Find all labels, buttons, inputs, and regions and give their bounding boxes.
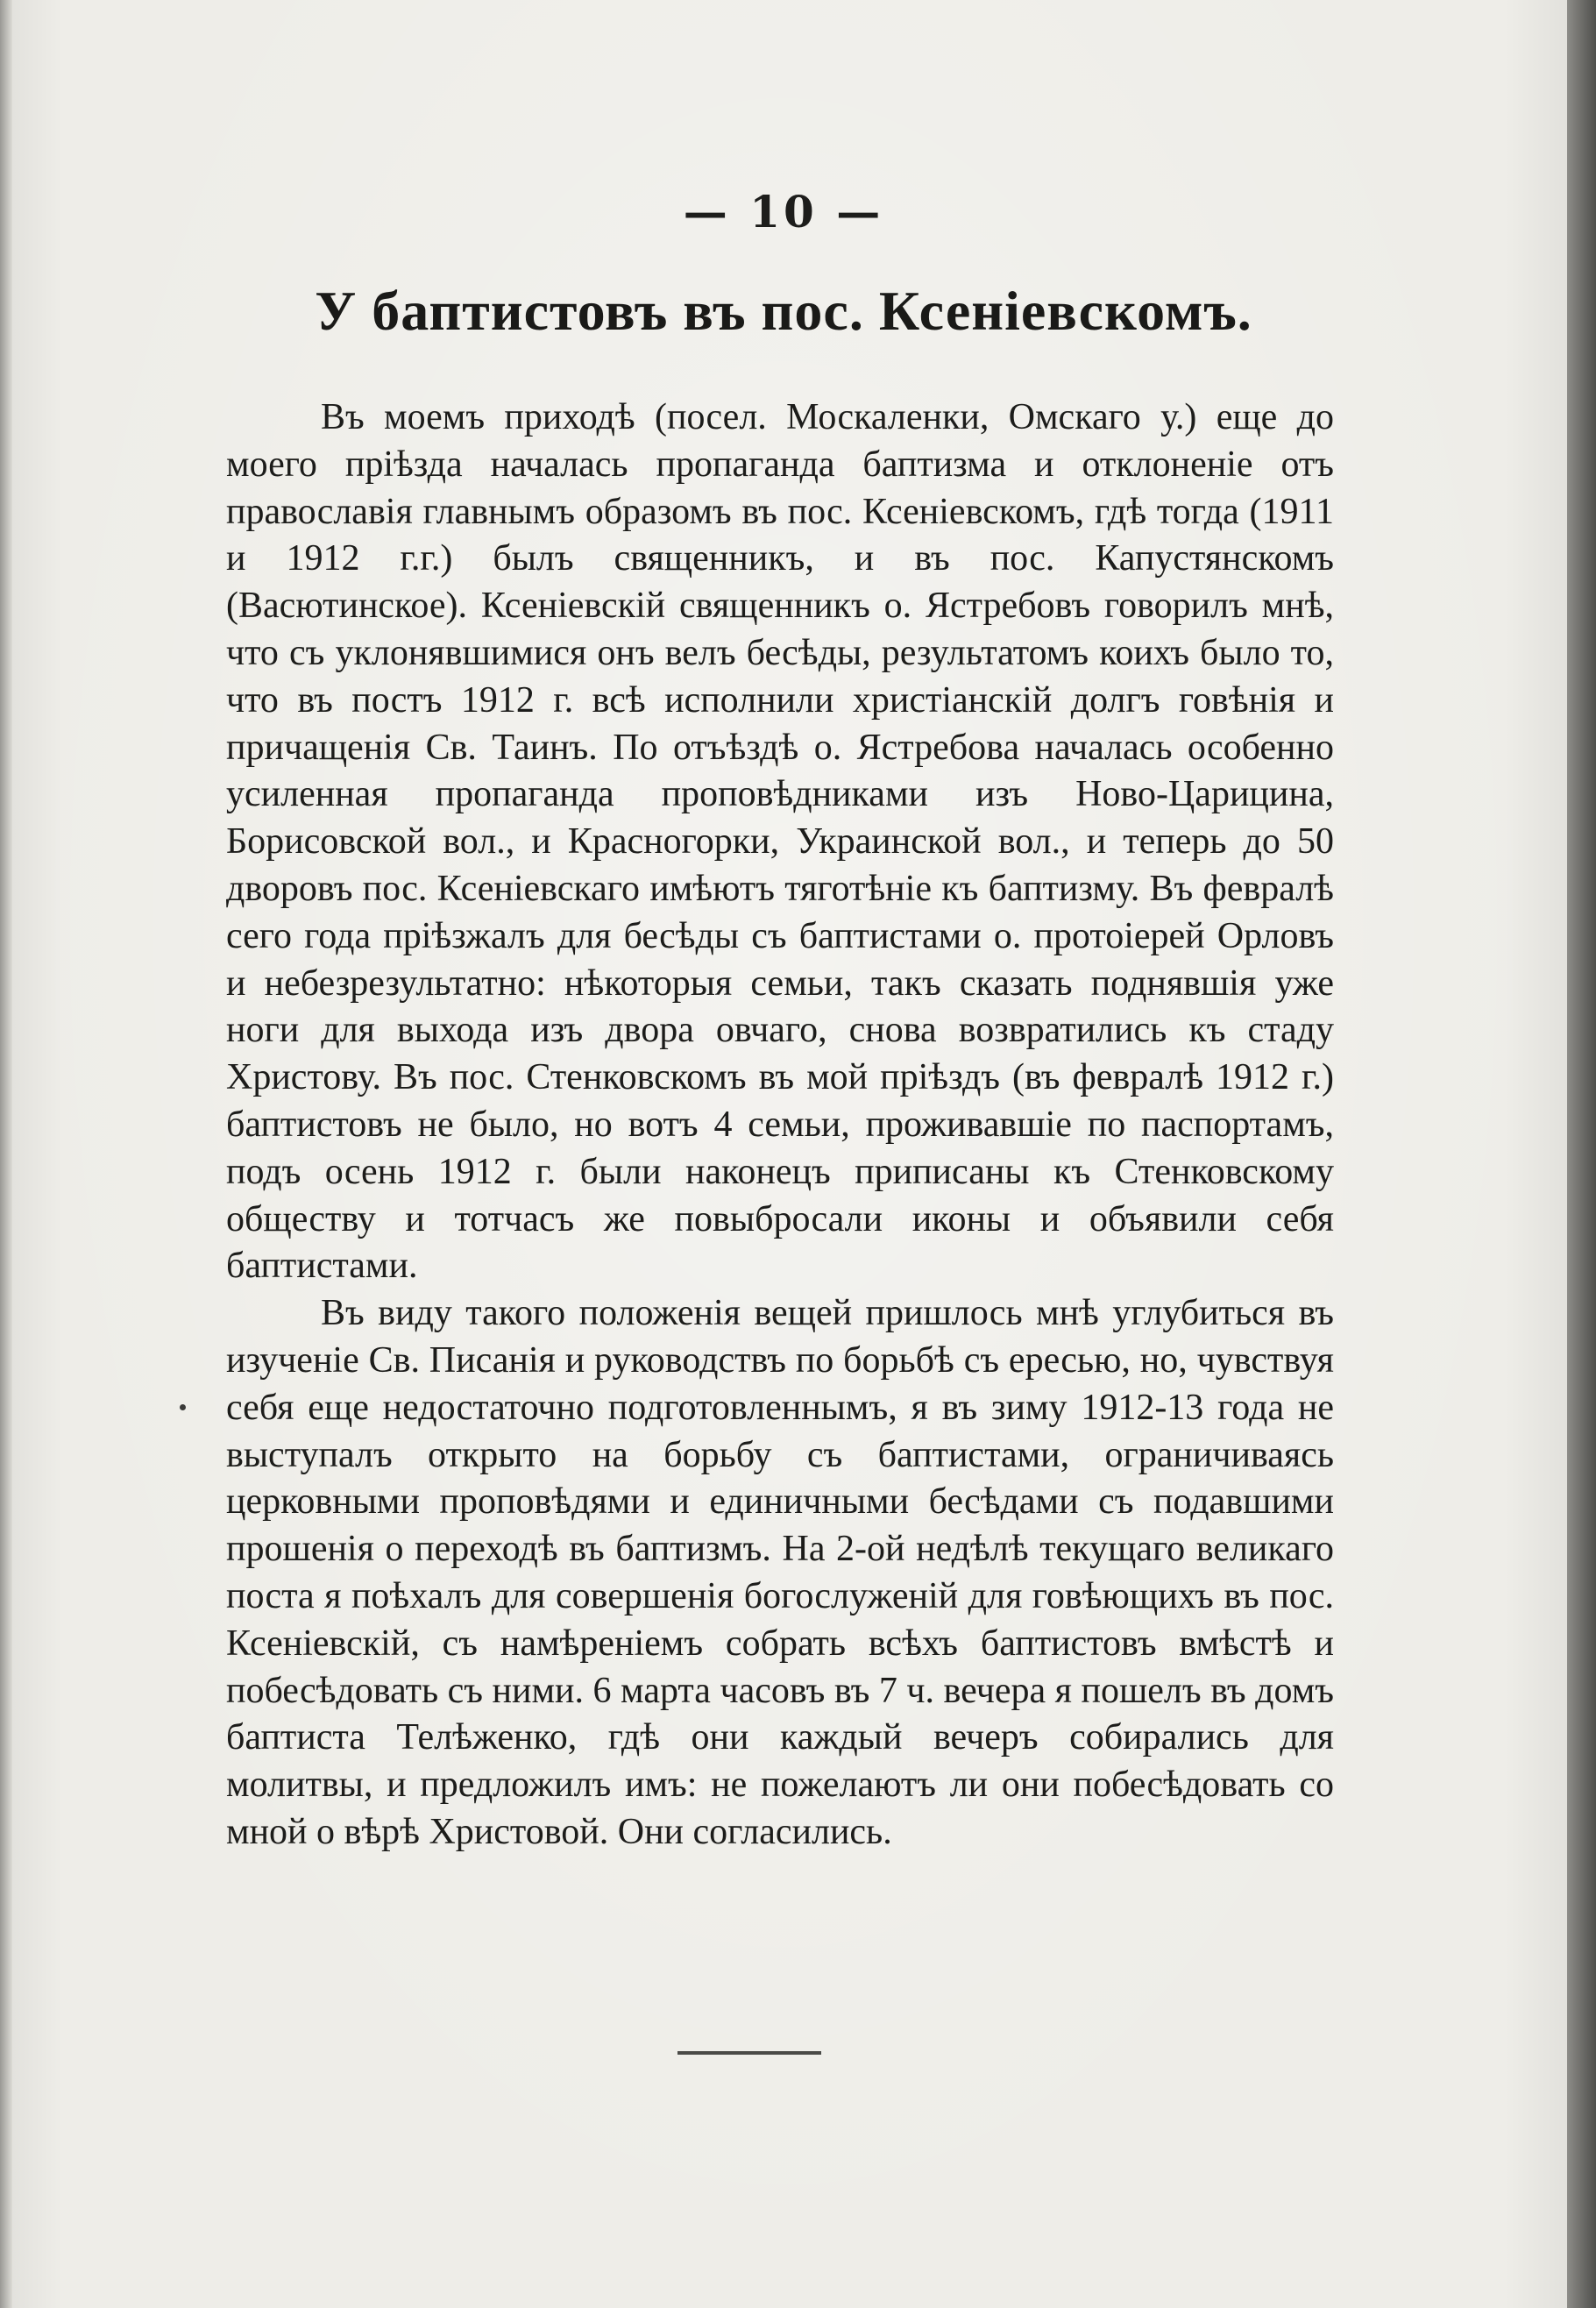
body-text [226,394,1334,1857]
paragraph-2: Въ виду такого положенія вещей пришлось мнѣ углубиться въ изученіе Св. Писанія и руководствъ по борьбѣ съ ересью, но, чувствуя себя еще недостаточно подготовленнымъ, я въ зиму 1912-13 года не выступалъ открыто на борьбу съ баптистами, ограничиваясь церковными проповѣдями и единичными бесѣдами съ подавшими прошенія о переходѣ въ баптизмъ. На 2-ой недѣлѣ текущаго великаго поста я поѣхалъ для совершенія богослуженій для говѣющихъ въ пос. Ксеніевскій, съ намѣреніемъ собрать всѣхъ баптистовъ вмѣстѣ и побесѣдовать съ ними. 6 марта часовъ въ 7 ч. вечера я пошелъ въ домъ баптиста Телѣженко, гдѣ они каждый вечеръ собирались для молитвы, и предложилъ имъ: не пожелаютъ ли они побесѣдовать со мной о вѣрѣ Христовой. Они согласились. [226,1293,1334,1852]
print-speck [180,1404,186,1410]
page-number: — 10 — [683,186,884,238]
paragraph-1: Въ моемъ приходѣ (посел. Москаленки, Омскаго у.) еще до моего пріѣзда началась пропаганда баптизма и отклоненіе отъ православія главнымъ образомъ въ пос. Ксеніевскомъ, гдѣ тогда (1911 и 1912 г.г.) былъ священникъ, и въ пос. Капустянскомъ (Васютинское). Ксеніевскій священникъ о. Ястребовъ говорилъ мнѣ, что съ уклонявшимися онъ велъ бесѣды, результатомъ коихъ было то, что въ постъ 1912 г. всѣ исполнили христіанскій долгъ говѣнія и причащенія Св. Таинъ. По отъѣздѣ о. Ястребова началась особенно усиленная пропаганда проповѣдниками изъ Ново-Царицина, Борисовской вол., и Красногорки, Украинской вол., и теперь до 50 дворовъ пос. Ксеніевскаго имѣютъ тяготѣніе къ баптизму. Въ февралѣ сего года пріѣзжалъ для бесѣды съ баптистами о. протоіерей Орловъ и небезрезультатно: нѣкоторыя семьи, такъ сказать поднявшія уже ноги для выхода изъ двора овчаго, снова возвратились къ стаду Христову. Въ пос. Стенковскомъ въ мой пріѣздъ (въ февралѣ 1912 г.) баптистовъ не было, но вотъ 4 семьи, проживавшіе по паспортамъ, подъ осень 1912 г. были наконецъ приписаны къ Стенковскому обществу и тотчасъ же повыбросали иконы и объявили себя баптистами. [226,397,1334,1287]
end-rule [677,2051,821,2055]
page-edge-shadow [1567,0,1596,2308]
binding-edge [0,0,12,2308]
section-heading: У баптистовъ въ пос. Ксеніевскомъ. [315,280,1252,342]
